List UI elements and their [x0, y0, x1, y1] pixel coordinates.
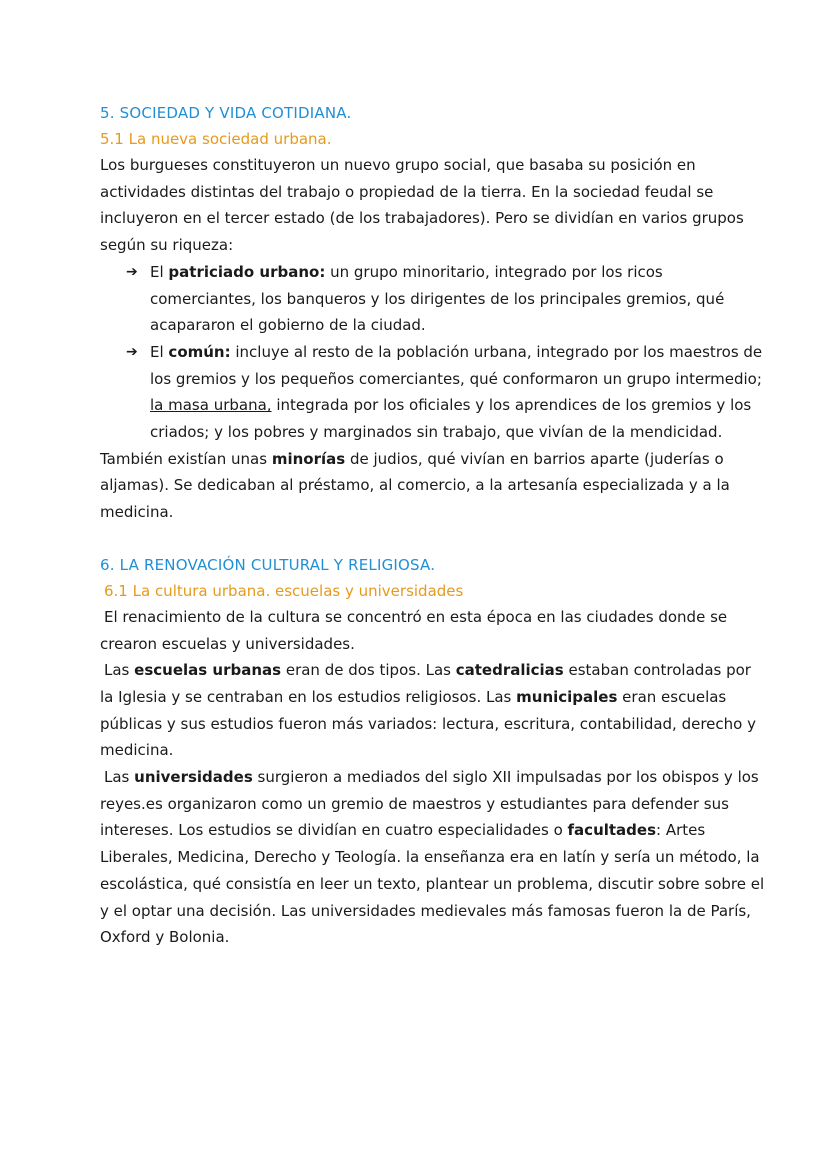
term-patriciado: patriciado urbano:: [168, 262, 326, 281]
arrow-bullet-icon: ➔: [126, 263, 138, 280]
term-catedralicias: catedralicias: [455, 661, 564, 680]
arrow-bullet-icon: ➔: [126, 343, 138, 360]
escuelas-paragraph: Las escuelas urbanas eran de dos tipos. Las catedralicias estaban controladas por la Iglesia y se centraban en los estudios religiosos. Las municipales eran escuelas públicas y sus estudios fueron más variados: lectura, escritura, contabilidad, derecho y medicina.: [100, 661, 756, 760]
term-universidades: universidades: [134, 768, 253, 787]
term-minorias: minorías: [271, 449, 346, 468]
term-municipales: municipales: [516, 687, 618, 706]
section-6-1-subtitle: 6.1 La cultura urbana. escuelas y universidades: [104, 581, 464, 600]
term-comun: común:: [168, 342, 231, 361]
list-item-comun: ➔ El común: incluye al resto de la población urbana, integrado por los maestros de los gremios y los pequeños comerciantes, qué conformaron un grupo intermedio; la masa urbana, integrada por los oficiales y los aprendices de los gremios y los criados; y los pobres y marginados sin trabajo, que vivían de la mendicidad.: [150, 339, 768, 446]
minorias-paragraph: También existían unas minorías de judios, qué vivían en barrios aparte (juderías o aljamas). Se dedicaban al préstamo, al comercio, a la artesanía especializada y a la medicina.: [100, 449, 730, 522]
term-escuelas-urbanas: escuelas urbanas: [134, 661, 282, 680]
universidades-paragraph: Las universidades surgieron a mediados del siglo XII impulsadas por los obispos y los reyes.es organizaron como un gremio de maestros y estudiantes para defender sus intereses. Los estudios se dividían en cuatro especialidades o facultades: Artes Liberales, Medicina, Derecho y Teología. la enseñanza era en latín y sería un método, la escolástica, qué consistía en leer un texto, plantear un problema, discutir sobre sobre el y el optar una decisión. Las universidades medievales más famosas fueron la de París, Oxford y Bolonia.: [100, 768, 765, 947]
cultura-paragraph: El renacimiento de la cultura se concentró en esta época en las ciudades donde se crearon escuelas y universidades.: [100, 607, 728, 653]
section-5-1-subtitle: 5.1 La nueva sociedad urbana.: [100, 130, 332, 148]
term-facultades: facultades: [567, 821, 657, 840]
term-masa-urbana: la masa urbana,: [150, 396, 272, 415]
list-item-patriciado: ➔ El patriciado urbano: un grupo minoritario, integrado por los ricos comerciantes, los banqueros y los dirigentes de los principales gremios, qué acapararon el gobierno de la ciudad.: [150, 259, 768, 339]
section-5-intro: Los burgueses constituyeron un nuevo grupo social, que basaba su posición en actividades distintas del trabajo o propiedad de la tierra. En la sociedad feudal se incluyeron en el tercer estado (de los trabajadores). Pero se dividían en varios grupos según su riqueza:: [100, 156, 744, 255]
social-groups-list: [100, 259, 768, 446]
section-6-title: 6. LA RENOVACIÓN CULTURAL Y RELIGIOSA.: [100, 555, 436, 574]
section-5-title: 5. SOCIEDAD Y VIDA COTIDIANA.: [100, 104, 352, 122]
